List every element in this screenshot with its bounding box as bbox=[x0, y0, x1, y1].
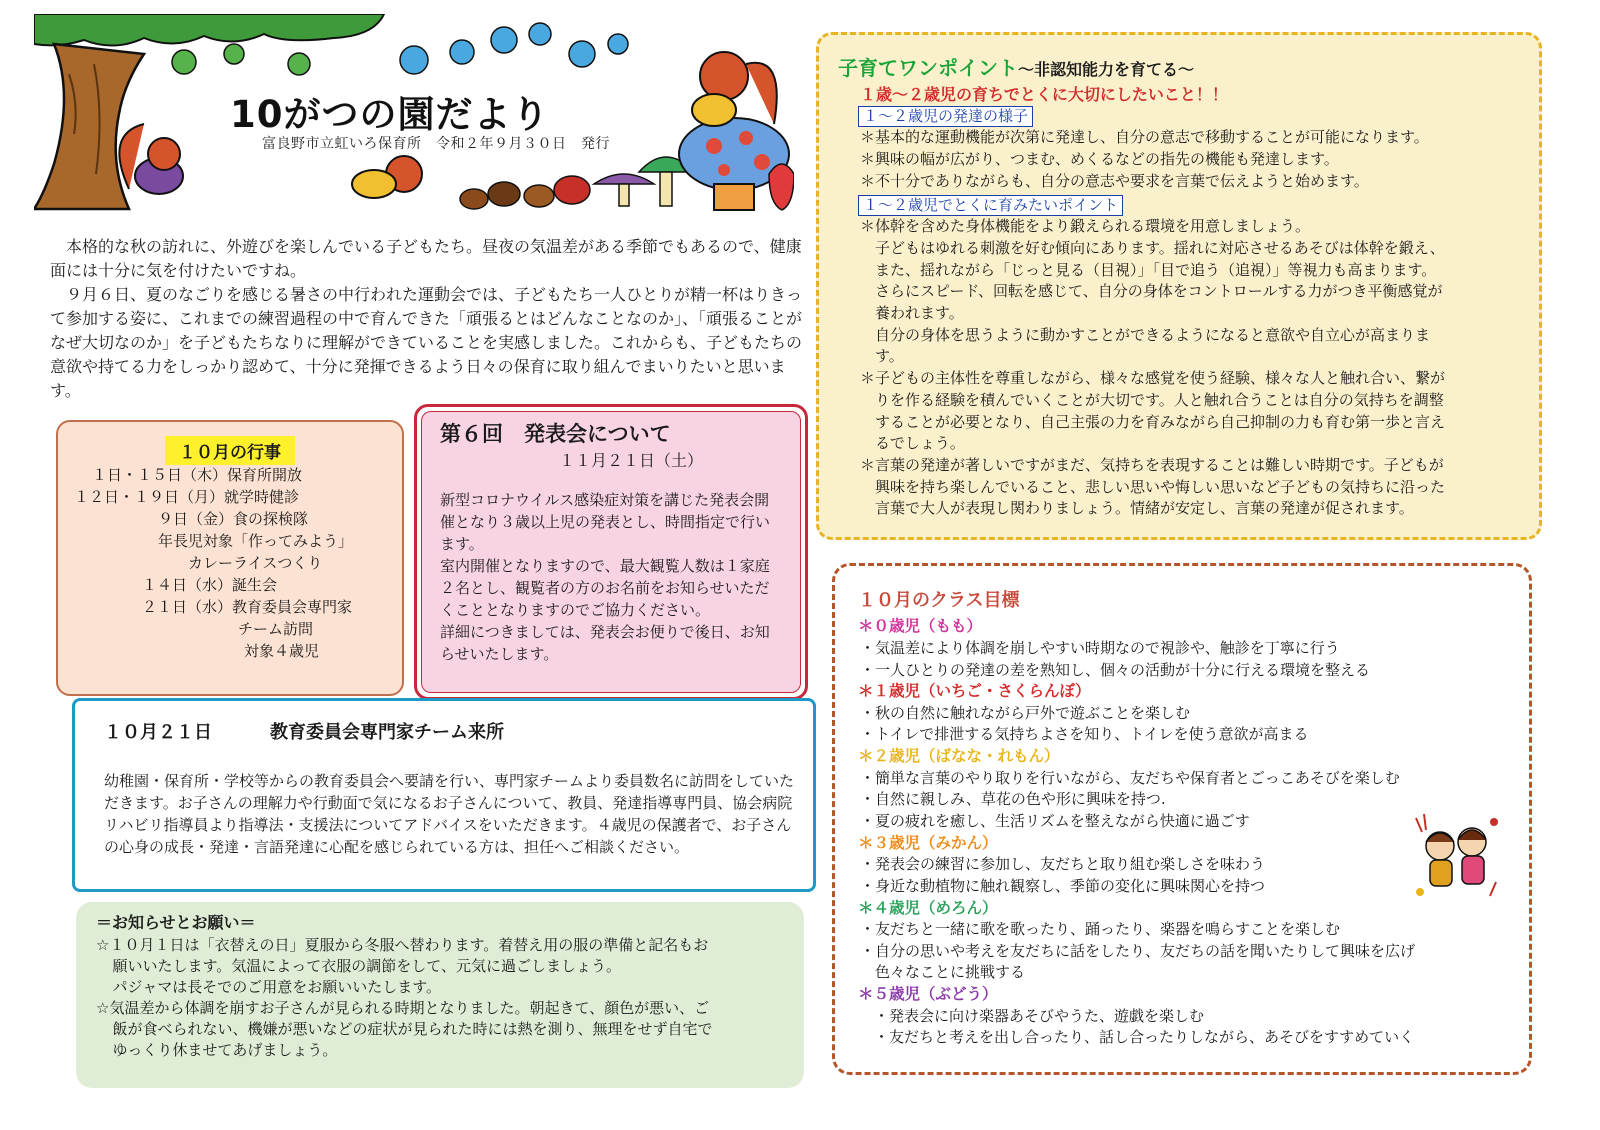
onepoint-line: るでしょう。 bbox=[875, 434, 965, 452]
onepoint-line: ＊興味の幅が広がり、つまむ、めくるなどの指先の機能も発達します。 bbox=[860, 150, 1339, 168]
class-goal-item: ・自然に親しみ、草花の色や形に興味を持つ. bbox=[860, 790, 1166, 808]
presentation-title: 第６回 発表会について bbox=[440, 422, 671, 446]
event-line: ９日（金）食の探検隊 bbox=[158, 510, 309, 528]
event-line: １２日・１９日（月）就学時健診 bbox=[74, 488, 300, 506]
onepoint-line: 自分の身体を思うように動かすことができるようになると意欲や自立心が高まりま bbox=[875, 326, 1431, 344]
events-title: １０月の行事 bbox=[165, 436, 295, 465]
event-line: 年長児対象「作ってみよう」 bbox=[158, 532, 354, 550]
visit-heading bbox=[104, 718, 504, 744]
onepoint-line: ＊基本的な運動機能が次第に発達し、自分の意志で移動することが可能になります。 bbox=[860, 128, 1429, 146]
class-age-label: ＊４歳児（めろん） bbox=[858, 899, 998, 917]
onepoint-subtitle: ～非認知能力を育てる～ bbox=[1018, 60, 1195, 79]
onepoint-title-main: 子育てワンポイント bbox=[838, 56, 1018, 80]
class-goal-item: 色々なことに挑戦する bbox=[875, 963, 1026, 981]
onepoint-heading: １歳～２歳児の育ちでとくに大切にしたいこと！！ bbox=[860, 85, 1228, 104]
class-goal-item: ・友だちと考えを出し合ったり、話し合ったりしながら、あそびをすすめていく bbox=[874, 1028, 1415, 1046]
class-goals-title: １０月のクラス目標 bbox=[858, 590, 1020, 611]
class-goal-item: ・夏の疲れを癒し、生活リズムを整えながら快適に過ごす bbox=[860, 812, 1250, 830]
event-line: １日・１５日（木）保育所開放 bbox=[92, 466, 303, 484]
onepoint-line: す。 bbox=[875, 347, 904, 365]
class-age-label: ＊１歳児（いちご・さくらんぼ） bbox=[858, 682, 1091, 700]
onepoint-box-label: １～２歳児でとくに育みたいポイント bbox=[858, 195, 1123, 216]
class-goal-item: ・発表会に向け楽器あそびやうた、遊戯を楽しむ bbox=[874, 1007, 1205, 1025]
onepoint-line: また、揺れながら「じっと見る（目視）」「目で追う（追視）」等視力も高まります。 bbox=[875, 261, 1437, 279]
presentation-box bbox=[414, 404, 808, 700]
notice-line: 飯が食べられない、機嫌が悪いなどの症状が見られた時には熱を測り、無理をせず自宅で bbox=[112, 1020, 713, 1038]
notice-box bbox=[76, 902, 804, 1088]
visit-title: 教育委員会専門家チーム来所 bbox=[270, 722, 504, 743]
onepoint-title bbox=[838, 52, 1194, 81]
intro-text bbox=[50, 235, 810, 403]
onepoint-line: さらにスピード、回転を感じて、自分の身体をコントロールする力がつき平衡感覚が bbox=[875, 282, 1443, 300]
october-events-box bbox=[56, 420, 404, 696]
presentation-paragraph: 室内開催となりますので、最大観覧人数は１家庭２名とし、観覧者の方のお名前をお知らせいただくこととなりますのでご協力ください。 bbox=[440, 557, 770, 619]
visit-body: 幼稚園・保育所・学校等からの教育委員会へ要請を行い、専門家チームより委員数名に訪問をしていただきます。お子さんの理解力や行動面で気になるお子さんについて、教員、発達指導専門員、協会病院リハビリ指導員より指導法・支援法についてアドバイスをいただきます。４歳児の保護者で、お子さんの心身の成長・発達・言語発達に心配を感じられている方は、担任へご相談ください。 bbox=[104, 772, 795, 856]
intro-paragraph: ９月６日、夏のなごりを感じる暑さの中行われた運動会では、子どもたち一人ひとりが精一杯はりきって参加する姿に、これまでの練習過程の中で育んできた「頑張るとはどんなことなのか」、「頑張ることがなぜ大切なのか」を子どもたちなりに理解ができていることを実感しました。これからも、子どもたちの意欲や持てる力をしっかり認めて、十分に発揮できるよう日々の保育に取り組んでまいりたいと思います。 bbox=[50, 285, 803, 400]
presentation-inner bbox=[421, 411, 801, 693]
event-line: チーム訪問 bbox=[238, 620, 314, 638]
onepoint-line: ＊体幹を含めた身体機能をより鍛えられる環境を用意しましょう。 bbox=[860, 217, 1311, 235]
onepoint-line: することが必要となり、自己主張の力を育みながら自己抑制の力も育む第一歩と言え bbox=[875, 413, 1446, 431]
children-illustration bbox=[1410, 812, 1502, 908]
notice-title: ＝お知らせとお願い＝ bbox=[96, 913, 256, 932]
class-age-label: ＊０歳児（もも） bbox=[858, 617, 983, 635]
onepoint-line: ＊不十分でありながらも、自分の意志や要求を言葉で伝えようと始めます。 bbox=[860, 172, 1369, 190]
onepoint-line: 言葉で大人が表現し関わりましょう。情緒が安定し、言葉の発達が促されます。 bbox=[875, 499, 1414, 517]
class-goal-item: ・自分の思いや考えを友だちに話をしたり、友だちの話を聞いたりして興味を広げ bbox=[860, 942, 1416, 960]
onepoint-line: りを作る経験を積んでいくことが大切です。人と触れ合うことは自分の気持ちを調整 bbox=[875, 391, 1444, 409]
class-age-label: ＊３歳児（みかん） bbox=[858, 834, 998, 852]
presentation-paragraph: 詳細につきましては、発表会お便りで後日、お知らせいたします。 bbox=[440, 623, 770, 663]
event-line: カレーライスつくり bbox=[188, 554, 323, 572]
notice-line: 願いいたします。気温によって衣服の調節をして、元気に過ごしましょう。 bbox=[112, 957, 622, 975]
notice-line: ☆１０月１日は「衣替えの日」夏服から冬服へ替わります。着替え用の服の準備と記名もお bbox=[96, 936, 709, 954]
class-goal-item: ・気温差により体調を崩しやすい時期なので視診や、触診を丁寧に行う bbox=[860, 639, 1340, 657]
class-goal-item: ・友だちと一緒に歌を歌ったり、踊ったり、楽器を鳴らすことを楽しむ bbox=[860, 920, 1341, 938]
issuer-line: 富良野市立虹いろ保育所 令和２年９月３０日 発行 bbox=[262, 136, 610, 152]
event-line: １４日（水）誕生会 bbox=[142, 576, 278, 594]
notice-line: パジャマは長そでのご用意をお願いいたします。 bbox=[112, 978, 442, 996]
class-goal-item: ・トイレで排泄する気持ちよさを知り、トイレを使う意欲が高まる bbox=[860, 725, 1309, 743]
class-age-label: ＊２歳児（ばなな・れもん） bbox=[858, 747, 1060, 765]
notice-line: ゆっくり休ませてあげましょう。 bbox=[112, 1041, 338, 1059]
onepoint-line: 子どもはゆれる刺激を好む傾向にあります。揺れに対応させるあそびは体幹を鍛え、 bbox=[875, 239, 1445, 257]
presentation-date: １１月２１日（土） bbox=[558, 451, 703, 470]
class-goal-item: ・一人ひとりの発達の差を熟知し、個々の活動が十分に行える環境を整える bbox=[860, 661, 1371, 679]
class-goal-item: ・発表会の練習に参加し、友だちと取り組む楽しさを味わう bbox=[860, 855, 1266, 873]
children-icon bbox=[1410, 812, 1502, 908]
class-age-label: ＊５歳児（ぶどう） bbox=[858, 985, 998, 1003]
notice-line: ☆気温差から体調を崩すお子さんが見られる時期となりました。朝起きて、顔色が悪い、ご bbox=[96, 999, 710, 1017]
visit-date: １０月２１日 bbox=[104, 722, 212, 743]
class-goal-item: ・身近な動植物に触れ観察し、季節の変化に興味関心を持つ bbox=[860, 877, 1266, 895]
onepoint-line: 興味を持ち楽しんでいること、悲しい思いや悔しい思いなど子どもの気持ちに沿った bbox=[875, 478, 1446, 496]
newsletter-title: 10がつの園だより bbox=[230, 93, 550, 136]
event-line: 対象４歳児 bbox=[244, 642, 320, 660]
onepoint-line: 養われます。 bbox=[875, 304, 964, 322]
event-line: ２１日（水）教育委員会専門家 bbox=[142, 598, 353, 616]
onepoint-box-label: １～２歳児の発達の様子 bbox=[858, 106, 1033, 127]
class-goal-item: ・秋の自然に触れながら戸外で遊ぶことを楽しむ bbox=[860, 704, 1191, 722]
intro-paragraph: 本格的な秋の訪れに、外遊びを楽しんでいる子どもたち。昼夜の気温差がある季節でもあるので、健康面には十分に気を付けたいですね。 bbox=[50, 237, 802, 280]
onepoint-line: ＊言葉の発達が著しいですがまだ、気持ちを表現することは難しい時期です。子どもが bbox=[860, 456, 1444, 474]
onepoint-line: ＊子どもの主体性を尊重しながら、様々な感覚を使う経験、様々な人と触れ合い、繋が bbox=[860, 369, 1446, 387]
presentation-paragraph: 新型コロナウイルス感染症対策を講じた発表会開催となり３歳以上児の発表とし、時間指定で行います。 bbox=[440, 491, 771, 553]
class-goal-item: ・簡単な言葉のやり取りを行いながら、友だちや保育者とごっこあそびを楽しむ bbox=[860, 769, 1400, 787]
